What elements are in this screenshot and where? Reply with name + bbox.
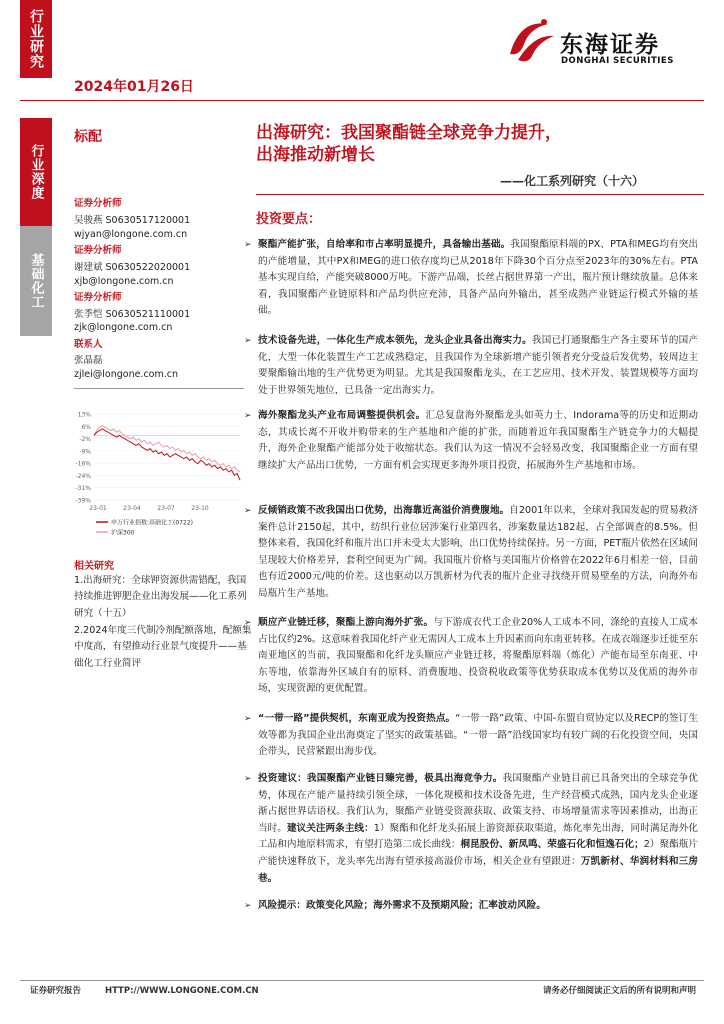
bullet-icon: ➢ xyxy=(244,618,252,628)
y-tick-label: -39% xyxy=(75,497,91,505)
report-date: 2024年01月26日 xyxy=(74,79,194,95)
key-point-body: 1）聚酯和化纤龙头拓展上游资源获取渠道，炼化率先出海，同时满足海外化工品和内地原料需求，有望打造第二成长曲线： xyxy=(258,822,699,851)
contact-role: 联系人 xyxy=(74,339,103,350)
bullet-icon: ➢ xyxy=(244,714,252,724)
key-point xyxy=(244,408,698,474)
industry-research-tab xyxy=(20,0,52,78)
key-point-body: 2）聚酯瓶片产能快速释放下，龙头率先出海有望承接高溢价市场，相关企业有望跟进： xyxy=(258,839,699,867)
key-point-lead: 海外聚酯龙头产业布局调整提供机会。 xyxy=(258,410,426,421)
bullet-icon: ➢ xyxy=(244,411,252,421)
x-tick-label: 23-07 xyxy=(157,505,175,512)
title-divider xyxy=(256,194,704,195)
key-point-body: “一带一路”政策、中国-东盟自贸协定以及RECP的签订生效等都为我国企业出海奠定了坚实的政策基础。“一带一路”沿线国家均有较广阔的石化投资空间，央国企带头，民营紧跟出海步伐。 xyxy=(258,713,698,758)
y-tick-label: -16% xyxy=(75,460,91,468)
related-item[interactable]: 2.2024年度三代制冷剂配额落地，配额集中度高，有望推动行业景气度提升——基础化工行业简评 xyxy=(74,625,252,669)
key-point-body: 与下游成衣代工企业20%人工成本不同，涤纶的直接人工成本占比仅约2%。这意味着我国化纤产业无需因人工成本上升因素而向东南亚转移。在成衣端逐步迁徙至东南亚地区的当前，我国聚酯和化纤龙头顺应产业链迁移，将聚酯原料端（炼化）产能布局至东南亚、中东等地，依靠海外区域自有的原料、消费腹地、投资税收政策等优势获取成本优势以及优质的海外市场，实现资源的更优配置。 xyxy=(258,617,699,695)
legend-label: 申万行业指数:基础化工(0722) xyxy=(111,519,193,527)
y-tick-label: 13% xyxy=(77,411,91,419)
analyst-name: 张季恺 S0630521110001 xyxy=(74,309,191,320)
key-point-lead: 桐昆股份、新凤鸣、荣盛石化和恒逸石化； xyxy=(460,839,644,851)
performance-chart-svg xyxy=(68,408,248,548)
footer-report-type: 证券研究报告 xyxy=(30,986,82,996)
x-tick-label: 23-10 xyxy=(191,505,209,512)
x-tick-label: 23-04 xyxy=(123,505,141,512)
report-title-line2: 出海推动新增长 xyxy=(256,145,375,165)
report-title-line1: 出海研究：我国聚酯链全球竞争力提升， xyxy=(256,123,562,143)
company-logo xyxy=(500,12,700,76)
analyst-email[interactable]: xjb@longone.com.cn xyxy=(74,276,174,287)
key-point xyxy=(244,333,699,399)
footer-disclaimer: 请务必仔细阅读正文后的所有说明和声明 xyxy=(542,986,696,996)
analyst-role: 证券分析师 xyxy=(74,292,122,303)
footer-divider xyxy=(20,980,704,981)
key-point-lead: 建议关注两条主线： xyxy=(286,822,374,834)
industry-depth-tab xyxy=(20,118,52,226)
key-point-lead: 顺应产业链迁移，聚酯上游向海外扩张。 xyxy=(258,617,434,628)
key-point-body: 我国聚酯产业链目前已具备突出的全球竞争优势，体现在产能产量持续引领全球，一体化规模和技术设备先进，生产经营模式成熟，国内龙头企业逐渐占据世界话语权。我们认为，聚酯产业链受资源获取、政策支持、市场增量需求等因素推动，出海正当时。 xyxy=(258,773,699,834)
key-point-body: 我国聚酯原料端的PX、PTA和MEG均有突出的产能增量，其中PX和MEG的进口依存度均已从2018年下降30个百分点至2023年的30%左右。PTA基本实现自给，产能突破8000万吨。下游产品端，长丝占据世界第一产出，瓶片预计继续放量。总体来看，我国聚酯产业链原料和产品均供应充沛，具备产品向外输出，甚至成熟产业链运行模式外输的基础。 xyxy=(258,239,699,317)
related-item[interactable]: 1.出海研究：全球钾资源供需错配，我国持续推进钾肥企业出海发展——化工系列研究（十五） xyxy=(74,575,247,619)
logo-mark-icon xyxy=(500,14,558,70)
key-point-lead: 投资建议：我国聚酯产业链日臻完善，极具出海竞争力。 xyxy=(258,773,503,784)
side-tab-label: 行业研究 xyxy=(28,9,44,69)
legend-label: 沪深300 xyxy=(111,529,135,537)
key-point xyxy=(244,711,698,761)
y-tick-label: -24% xyxy=(75,472,91,480)
risk-note xyxy=(244,898,698,915)
footer-left xyxy=(30,984,259,996)
performance-chart xyxy=(68,408,248,548)
bullet-icon: ➢ xyxy=(244,336,252,346)
bullet-icon: ➢ xyxy=(244,901,252,911)
report-subtitle: ——化工系列研究（十六） xyxy=(500,174,645,188)
y-tick-label: -31% xyxy=(75,485,91,493)
key-point xyxy=(244,771,699,887)
sector-label: 基础化工 xyxy=(28,253,44,309)
footer-url[interactable]: HTTP://WWW.LONGONE.COM.CN xyxy=(104,986,259,996)
header-divider xyxy=(20,100,704,101)
bullet-icon: ➢ xyxy=(244,240,252,250)
analyst-email[interactable]: zjk@longone.com.cn xyxy=(74,322,173,333)
analyst-name: 吴骏燕 S0630517120001 xyxy=(74,215,191,226)
logo-text-en: DONGHAI SECURITIES xyxy=(561,56,674,66)
key-point xyxy=(244,615,699,698)
key-point-body: 自2001年以来，全球对我国发起的贸易救济案件总计2150起，其中，纺织行业位居涉案行业第四名，涉案数量达182起，占全部调查的8.5%。但整体来看，我国化纤和瓶片出口并未受太大影响，出口优势持续保持。另一方面，PET瓶片依然在区域间呈现较大价格差异，套利空间更为广阔。我国瓶片价格与美国瓶片价格曾在2022年6月相差一倍，目前也有近2000元/吨的价差。这也驱动以万凯新材为代表的瓶片企业寻找绕开贸易壁垒的方法，向海外布局瓶片生产基地。 xyxy=(258,505,698,599)
key-point-lead: 反倾销政策不改我国出口优势，出海靠近高溢价消费腹地。 xyxy=(258,505,510,516)
y-tick-label: 6% xyxy=(81,423,91,431)
analyst-name: 谢建斌 S0630522020001 xyxy=(74,262,191,273)
key-point-body: 汇总复盘海外聚酯龙头如英力士、Indorama等的历史和近期动态，其成长离不开收并购带来的生产基地和产能的扩张，而随着近年我国聚酯生产链竞争力的大幅提升，海外企业聚酯产能部分处于收缩状态。我们认为这一情况不会轻易改变，我国聚酯企业一方面有望继续扩大产品出口优势，一方面有机会实现更多海外项目投资，拓展海外生产基地和市场。 xyxy=(258,410,698,471)
key-point xyxy=(244,237,699,320)
bullet-icon: ➢ xyxy=(244,506,252,516)
series-line xyxy=(94,426,240,472)
key-point-lead: 技术设备先进，一体化生产成本领先，龙头企业具备出海实力。 xyxy=(258,335,532,346)
sidebar-divider xyxy=(74,388,244,389)
analyst-role: 证券分析师 xyxy=(74,198,122,209)
logo-text-cn: 东海证券 xyxy=(560,32,660,58)
related-heading: 相关研究 xyxy=(74,561,114,572)
depth-label: 行业深度 xyxy=(28,144,44,200)
key-points-heading: 投资要点： xyxy=(256,212,322,227)
rating-label: 标配 xyxy=(74,129,102,145)
key-point-lead: 万凯新材、华润材料和三房巷。 xyxy=(258,855,699,884)
key-point xyxy=(244,503,698,603)
key-point-lead: 风险提示：政策变化风险；海外需求不及预期风险；汇率波动风险。 xyxy=(258,900,546,911)
x-tick-label: 23-01 xyxy=(89,505,107,512)
analyst-role: 证券分析师 xyxy=(74,245,122,256)
key-point-lead: “一带一路”提供契机，东南亚成为投资热点。 xyxy=(258,713,456,724)
analyst-email[interactable]: wjyan@longone.com.cn xyxy=(74,229,188,240)
contact-email[interactable]: zjlei@longone.com.cn xyxy=(74,369,179,380)
contact-name: 张晶磊 xyxy=(74,355,103,366)
series-line xyxy=(94,429,240,480)
bullet-icon: ➢ xyxy=(244,774,252,784)
y-tick-label: -2% xyxy=(79,436,91,444)
sector-tab xyxy=(20,226,52,336)
y-tick-label: -9% xyxy=(79,448,91,456)
key-point-body: 我国已打通聚酯生产各主要环节的国产化，大型一体化装置生产工艺成熟稳定，且我国作为全球新增产能引领者充分受益后发优势，较周边主要聚酯输出地的生产优势更为明显。尤其是我国聚酯龙头，在工艺应用、技术开发、装置规模等方面均处于世界领先地位，已具备一定出海实力。 xyxy=(258,335,699,396)
key-point-lead: 聚酯产能扩张，自给率和市占率明显提升，具备输出基础。 xyxy=(258,239,511,250)
